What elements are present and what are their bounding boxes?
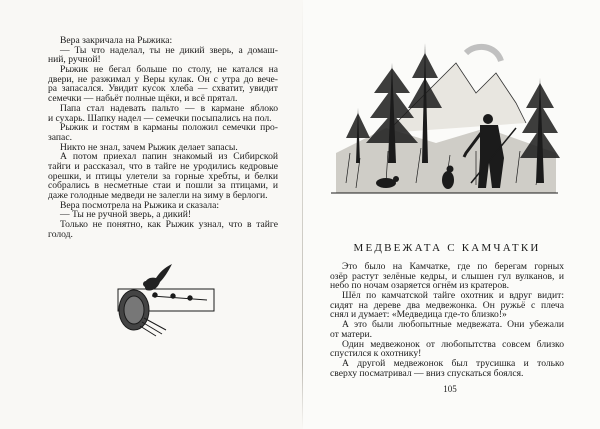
text-line: Шёл по камчатской тайге охотник и вдруг видит: xyxy=(342,290,564,302)
text-line: озёр растут зелёные кедры, и слышен гул вулканов, и xyxy=(330,270,564,282)
text-line: небо по ночам озаряется огнём из кратеров. xyxy=(330,280,510,292)
text-line: А потом приехал папин знакомый из Сибирской xyxy=(60,151,278,163)
text-line: сверху посматривал — вниз спускаться боялся. xyxy=(330,367,524,379)
text-line: А другой медвежонок был трусишка и только xyxy=(342,357,564,369)
text-line: тайги и рассказал, что в тайге не уродились кедровые xyxy=(48,160,278,172)
text-line: Никто не знал, зачем Рыжик делает запасы. xyxy=(60,141,238,153)
text-line: Вера закричала на Рыжика: xyxy=(60,35,173,46)
text-line: Один медвежонок от любопытства совсем близко xyxy=(342,338,564,350)
chapter-title: МЕДВЕЖАТА С КАМЧАТКИ xyxy=(353,242,541,254)
text-line: от матери. xyxy=(330,328,373,340)
text-line: собрались в несметные стаи и пошли за птицами, и xyxy=(48,180,278,192)
text-line: снял и думает: «Медведица где-то близко!» xyxy=(330,309,507,321)
text-line: Папа стал надевать пальто — в кармане яблоко xyxy=(60,102,278,114)
text-line: запас. xyxy=(48,131,72,143)
text-line: голод. xyxy=(48,228,73,240)
text-line: сидят на дереве два медвежонка. Он ружьё с плеча xyxy=(330,299,564,311)
text-line: семечки — набьёт полные щёки, и всё прятал. xyxy=(48,93,238,105)
text-line: двери, не разжимал у Веры кулак. Он с утра до вече- xyxy=(48,73,278,85)
text-line: Вера посмотрела на Рыжика и сказала: xyxy=(60,199,220,211)
left-page-text xyxy=(48,36,278,239)
text-line: ра запасался. Увидит кусок хлеба — схватит, увидит xyxy=(48,83,278,95)
hunter-and-bear-cubs-illustration xyxy=(326,33,564,199)
text-line: ний, ручной! xyxy=(48,54,101,66)
text-line: орешки, и птицы улетели за горные хребты, и белки xyxy=(48,170,278,182)
page-number: 105 xyxy=(443,384,457,394)
text-line: Рыжик не бегал больше по столу, не катался на xyxy=(60,64,278,76)
text-line: Рыжик и гостям в карманы положил семечки про- xyxy=(60,122,278,134)
text-line: даже голодные медведи не залегли на зиму в берлоги. xyxy=(48,190,268,201)
right-page-text xyxy=(330,262,564,378)
text-line: — Ты не ручной зверь, а дикий! xyxy=(60,209,192,221)
book-gutter xyxy=(302,0,303,429)
text-line: Только не понятно, как Рыжик узнал, что в тайге xyxy=(60,219,278,231)
squirrel-on-log-illustration xyxy=(112,262,218,338)
text-line: и сухарь. Шапку надел — семечки посыпались на пол. xyxy=(48,112,272,124)
text-line: — Ты что наделал, ты не дикий зверь, а домаш- xyxy=(60,44,278,56)
text-line: спустился к охотнику! xyxy=(330,348,422,360)
text-line: А это были любопытные медвежата. Они убежали xyxy=(342,319,564,331)
text-line: Это было на Камчатке, где по берегам горных xyxy=(342,261,564,272)
